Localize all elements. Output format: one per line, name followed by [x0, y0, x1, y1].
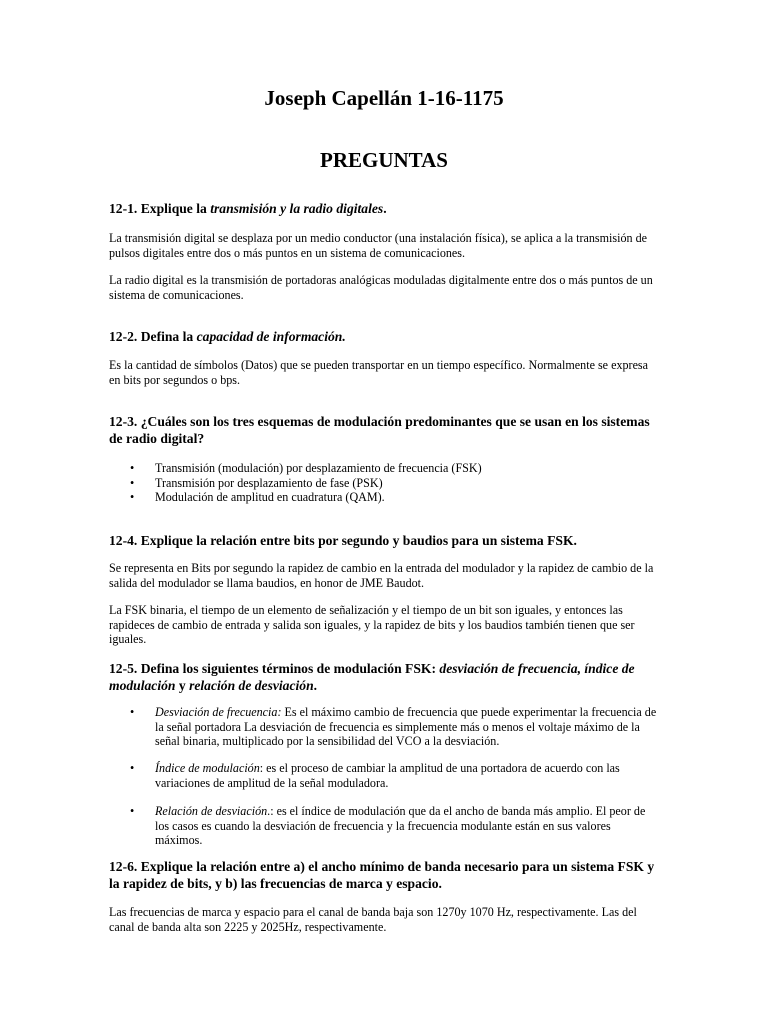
- term-definition: Es el máximo cambio de frecuencia que puede experimentar la frecuencia de la señal portadora La desviación de frecuencia es simplemente más o menos el voltaje máximo de la señal binaria, multiplicado por la sensibilidad del VCO a la desviación.: [155, 705, 657, 748]
- question-12-5-term-2: relación de desviación: [189, 678, 314, 693]
- question-12-5-mid: y: [175, 678, 190, 693]
- list-item-text: Transmisión (modulación) por desplazamiento de frecuencia (FSK): [155, 461, 482, 475]
- list-item-text: Transmisión por desplazamiento de fase (PSK): [155, 475, 383, 490]
- bullet-icon: •: [130, 475, 135, 490]
- answer-12-1-paragraph-1: La transmisión digital se desplaza por un medio conductor (una instalación física), se aplica a la transmisión de pulsos digitales entre dos o más puntos en un sistema de comunicaciones.: [109, 231, 648, 260]
- question-12-3: 12-3. ¿Cuáles son los tres esquemas de modulación predominantes que se usan en los sistemas de radio digital?: [109, 414, 650, 446]
- bullet-icon: •: [130, 804, 135, 818]
- list-item: [130, 461, 660, 476]
- answer-12-5-list-3: [130, 804, 660, 848]
- list-item-text: Modulación de amplitud en cuadratura (QAM).: [155, 490, 385, 504]
- term-label: Desviación de frecuencia:: [155, 705, 282, 719]
- term-label: Índice de modulación: [155, 761, 260, 775]
- question-12-4: 12-4. Explique la relación entre bits por segundo y baudios para un sistema FSK.: [109, 533, 577, 548]
- question-12-1-suffix: .: [383, 201, 387, 216]
- answer-12-6-paragraph-1: Las frecuencias de marca y espacio para el canal de banda baja son 1270y 1070 Hz, respectivamente. Las del canal de banda alta son 2225 y 2025Hz, respectivamente.: [109, 905, 637, 934]
- answer-12-4-paragraph-2: La FSK binaria, el tiempo de un elemento de señalización y el tiempo de un bit son iguales, y entonces las rapideces de cambio de entrada y salida son iguales, y la rapidez de bits y los baudios también tienen que ser iguales.: [109, 603, 635, 646]
- answer-12-3-list: [130, 461, 660, 505]
- question-12-6: 12-6. Explique la relación entre a) el ancho mínimo de banda necesario para un sistema FSK y la rapidez de bits, y b) las frecuencias de marca y espacio.: [109, 859, 655, 891]
- bullet-icon: •: [130, 490, 135, 504]
- list-item: [130, 804, 660, 848]
- bullet-icon: •: [130, 761, 135, 775]
- answer-12-5-list-2: [130, 761, 660, 790]
- bullet-icon: •: [130, 461, 135, 475]
- term-definition: : es el proceso de cambiar la amplitud de una portadora de acuerdo con las variaciones de amplitud de la señal moduladora.: [155, 761, 620, 790]
- question-12-5-term-1: desviación de frecuencia, índice de modulación: [109, 661, 635, 693]
- question-12-2-term: capacidad de información.: [196, 329, 346, 344]
- answer-12-2-paragraph-1: Es la cantidad de símbolos (Datos) que se pueden transportar en un tiempo específico. Normalmente se expresa en bits por segundos o bps.: [109, 358, 649, 387]
- question-12-1-term: transmisión y la radio digitales: [210, 201, 384, 216]
- list-item: [130, 705, 660, 749]
- answer-12-5-list: [130, 705, 660, 749]
- question-12-1: [109, 200, 664, 217]
- question-12-5: [109, 660, 664, 694]
- term-definition: .: es el índice de modulación que da el ancho de banda más amplio. El peor de los casos es cuando la desviación de frecuencia y la frecuencia modulante están en sus valores máximos.: [155, 804, 646, 847]
- list-item: [130, 490, 660, 505]
- question-12-2-prefix: 12-2. Defina la: [109, 329, 197, 344]
- list-item: [130, 476, 660, 491]
- bullet-icon: •: [130, 705, 135, 719]
- question-12-1-prefix: 12-1. Explique la: [109, 201, 211, 216]
- question-12-5-suffix: .: [313, 678, 318, 693]
- question-12-5-prefix: 12-5. Defina los siguientes términos de modulación FSK:: [109, 661, 440, 676]
- term-label: Relación de desviación: [155, 804, 268, 818]
- answer-12-1-paragraph-2: La radio digital es la transmisión de portadoras analógicas moduladas digitalmente entre dos o más puntos de un sistema de comunicaciones.: [109, 273, 653, 302]
- page-heading: PREGUNTAS: [320, 148, 448, 172]
- question-12-2: [109, 328, 664, 345]
- answer-12-4-paragraph-1: Se representa en Bits por segundo la rapidez de cambio en la entrada del modulador y la rapidez de cambio de la salida del modulador se llama baudios, en honor de JME Baudot.: [109, 561, 654, 590]
- author-line: Joseph Capellán 1-16-1175: [264, 86, 504, 110]
- list-item: [130, 761, 660, 790]
